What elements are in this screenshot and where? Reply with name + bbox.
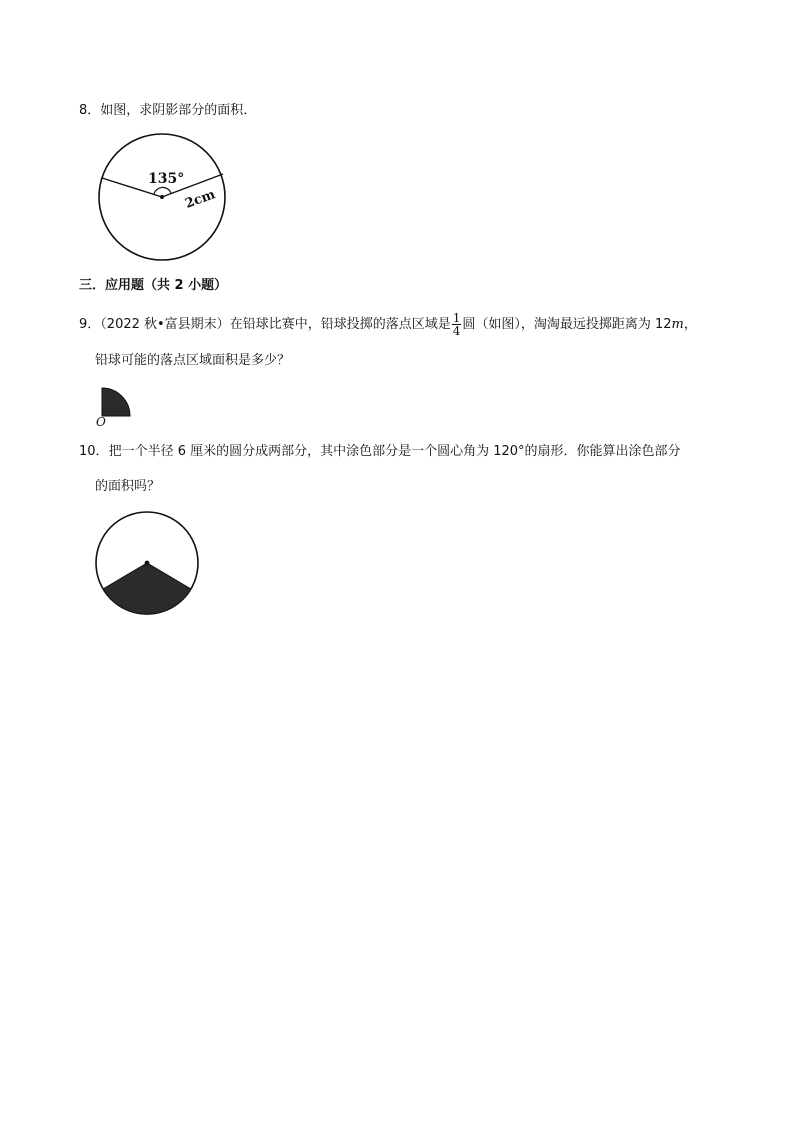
q9-frac-den: 4	[452, 324, 461, 338]
q8-number: 8	[79, 103, 88, 118]
q9-text-b: 圆（如图），淘淘最远投掷距离为 12	[462, 317, 672, 332]
q10-stem: 把一个半径 6 厘米的圆分成两部分，其中涂色部分是一个圆心角为 120°的扇形．你能算出涂色部分	[108, 444, 681, 459]
q8-center-dot	[160, 195, 164, 199]
q9-frac-num: 1	[452, 311, 461, 325]
q10-figure	[94, 511, 204, 621]
q9-number: 9	[79, 317, 88, 332]
section3-title: 三．应用题（共 2 小题）	[79, 278, 228, 293]
q9-sep: ．	[87, 317, 101, 332]
q9-text-c: ，	[683, 317, 697, 332]
q9-line1	[79, 312, 697, 337]
q10-sep: ．	[95, 444, 109, 459]
q9-figure	[94, 386, 144, 429]
q10-line2: 的面积吗？	[95, 479, 161, 494]
q8-angle-arc	[154, 187, 171, 194]
q9-line2: 铅球可能的落点区域面积是多少？	[95, 353, 291, 368]
q8-sep: ．	[87, 103, 101, 118]
q10-line1	[79, 443, 681, 461]
q9-quarter-sector	[102, 388, 130, 416]
q8-figure	[94, 130, 254, 270]
q9-text-a: 在铅球比赛中，铅球投掷的落点区域是	[229, 317, 451, 332]
q8-text	[79, 102, 256, 120]
q8-angle-label: 135°	[148, 171, 185, 187]
q9-unit: m	[671, 317, 684, 332]
q8-radius-label: 2cm	[183, 187, 218, 212]
q10-number: 10	[79, 444, 96, 459]
q9-origin-label: O	[96, 415, 106, 429]
q10-center-dot	[145, 561, 150, 566]
q9-fraction	[452, 312, 462, 337]
q9-source: （2022 秋•富县期末）	[100, 317, 230, 332]
q8-stem: 如图，求阴影部分的面积．	[100, 103, 257, 118]
